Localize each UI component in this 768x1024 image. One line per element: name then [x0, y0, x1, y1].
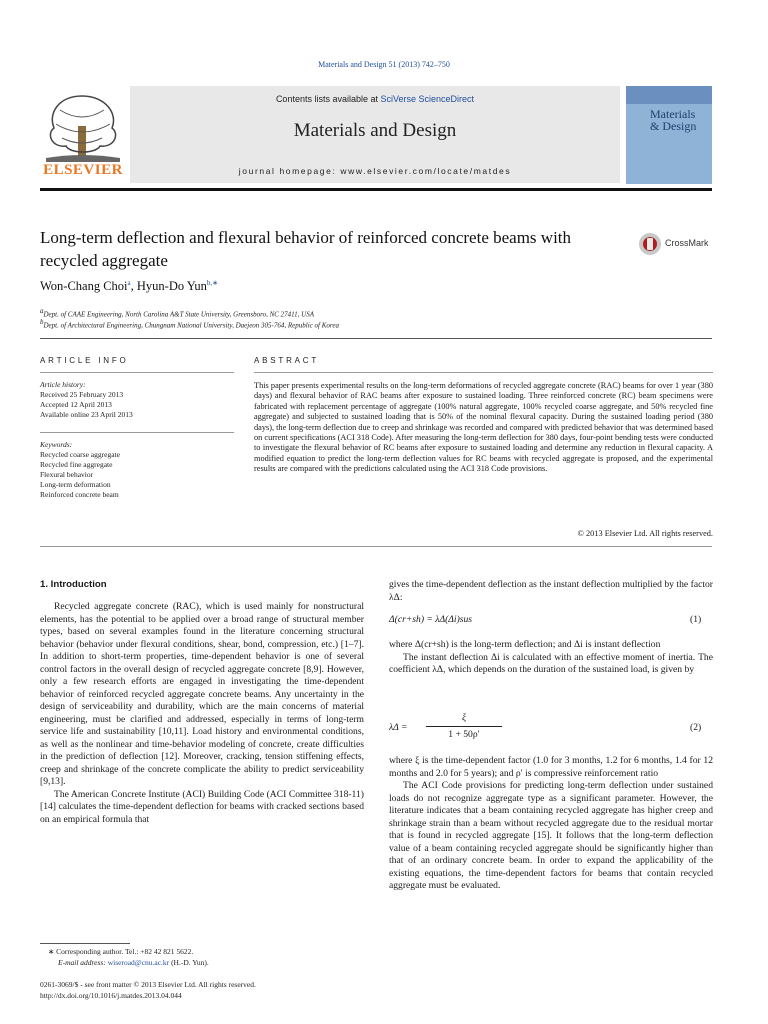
journal-title: Materials and Design: [293, 120, 457, 141]
journal-reference[interactable]: Materials and Design 51 (2013) 742–750: [318, 60, 450, 69]
right-text-block: [389, 639, 713, 677]
article-info-heading: ARTICLE INFO: [40, 356, 129, 365]
keyword-item: Reinforced concrete beam: [40, 490, 119, 499]
journal-homepage-link[interactable]: journal homepage: www.elsevier.com/locate/matdes: [238, 166, 512, 176]
affiliation-text: Dept. of CAAE Engineering, North Carolina A&T State University, Greensboro, NC 27411, USA: [43, 310, 314, 319]
history-accepted: Accepted 12 April 2013: [40, 400, 112, 409]
sciencedirect-link[interactable]: SciVerse ScienceDirect: [380, 94, 475, 104]
cover-band: [626, 86, 712, 104]
equation-2-lhs: λΔ =: [389, 722, 408, 733]
affiliation-b: [40, 318, 339, 329]
history-label: Article history:: [40, 380, 86, 389]
keywords-label: Keywords:: [40, 440, 73, 449]
keyword-item: Long-term deformation: [40, 480, 111, 489]
crossmark-label: CrossMark: [665, 238, 709, 248]
paragraph: The ACI Code provisions for predicting long-term deflection under sustained loads do not recognize aggregate type as a significant parameter. However, the literature indicates that a beam containing recycled aggregate has higher creep and shrinkage strain than a beam without recycled aggregate due to the residual mortar that is found in recycled aggregate [15]. It follows that the long-term deflection value of a beam containing recycled aggregate should be significantly higher than that of an ordinary concrete beam. In order to expand the applicability of the existing equations, the time-dependent factors for beams that contain recycled aggregate must be evaluated.: [389, 780, 713, 891]
affiliation-text: Dept. of Architectural Engineering, Chungnam National University, Daejeon 305-764, Republic of Korea: [43, 321, 339, 330]
author-name: Won-Chang Choi: [40, 279, 128, 294]
paragraph: The instant deflection Δi is calculated with an effective moment of inertia. The coefficient λΔ, which depends on the duration of the sustained load, is given by: [389, 651, 713, 675]
author-affiliation-mark[interactable]: b,∗: [206, 279, 219, 287]
paragraph: The American Concrete Institute (ACI) Building Code (ACI Committee 318-11) [14] calculates the time-dependent deflection for beams with cracked sections based on an empirical formula that: [40, 788, 364, 825]
corresponding-author-note: ∗ Corresponding author. Tel.: +82 42 821 5622.: [48, 947, 194, 956]
elsevier-logo: [40, 88, 126, 180]
header-rule: [40, 188, 712, 191]
affiliation-mark: a: [40, 307, 44, 315]
abstract-rule: [254, 372, 713, 373]
abstract-text: This paper presents experimental results on the long-term deformations of recycled aggregate concrete (RAC) beams for over 1 year (380 days) and flexural behavior of RAC beams after exposure to sustained loading. Three reinforced concrete (RC) beam specimens were fabricated with replacement percentage of aggregate (100% natural aggregate, 100% recycled coarse aggregate, and 50% recycled fine aggregate) and subjected to sustained loading that is 50% of the nominal flexural capacity. During the sustained loading period (380 days), the long-term deflection due to creep and shrinkage was recorded and compared with predicted behavior that was determined based on current specifications (ACI 318 Code). After measuring the long-term deflection for 380 days, four-point bending tests were conducted to investigate the flexural behavior of RC beams after exposure to sustained loading and determine any reduction in flexural capacity. A modified equation to predict the long-term deflection values for RC beams with recycled aggregate is proposed, and the experimental results are compared with the predictions calculated using the ACI 318 Code provisions.: [254, 381, 713, 474]
issn-line: 0261-3069/$ - see front matter © 2013 Elsevier Ltd. All rights reserved.: [40, 980, 256, 989]
equation-2-denominator: 1 + 50ρ′: [448, 729, 480, 740]
section-heading-introduction: 1. Introduction: [40, 579, 107, 590]
elsevier-wordmark: ELSEVIER: [43, 162, 123, 178]
history-online: Available online 23 April 2013: [40, 410, 133, 419]
fraction-bar: [426, 726, 502, 727]
email-line: [58, 958, 209, 968]
email-link[interactable]: wiseroad@cnu.ac.kr: [107, 958, 170, 967]
intro-column-right: [389, 579, 713, 604]
cover-title: Materials & Design: [650, 107, 697, 133]
article-info-rule: [40, 372, 234, 373]
keywords-list: [40, 440, 234, 500]
paragraph: Recycled aggregate concrete (RAC), which is used mainly for nonstructural elements, has the potential to be applied over a broad range of structural member types, based on several examples found in the literature concerning structural behavior (behavior under flexural conditions, shear, bond, compression, etc.) [1–7]. In addition to short-term properties, time-dependent behavior is one of several control factors in the overall design of recycled aggregate concrete [8,9]. However, only a few research efforts are engaged in investigating the time-dependent behavior of reinforced recycled aggregate concrete beams. Any uncertainty in the design of serviceability and durability, which are the main concerns of material engineering, must be clarified and addressed, especially in terms of long-term service life and sustainability [10,11]. Load history and environmental conditions, as well as the nonlinear and time-behavior modeling of concrete, create difficulties in the prediction of deflection [12]. Moreover, cracking, tension stiffening effects, creep and shrinkage of the concrete complicate the ability to predict serviceability [9,13].: [40, 601, 364, 787]
authors-line: [40, 279, 218, 294]
doi-link[interactable]: http://dx.doi.org/10.1016/j.matdes.2013.04.044: [40, 991, 182, 1000]
equation-2-numerator: ξ: [461, 712, 467, 723]
author-affiliation-mark[interactable]: a: [127, 279, 131, 287]
journal-cover-image[interactable]: [626, 86, 712, 184]
intro-column-left: [40, 601, 364, 826]
copyright-notice: © 2013 Elsevier Ltd. All rights reserved.: [577, 529, 713, 538]
abstract-bottom-rule: [40, 546, 712, 547]
paragraph: gives the time-dependent deflection as the instant deflection multiplied by the factor λΔ:: [389, 579, 713, 603]
paragraph: where Δ(cr+sh) is the long-term deflection; and Δi is instant deflection: [389, 639, 661, 650]
equation-1-number: (1): [690, 614, 702, 625]
section-rule: [40, 338, 712, 339]
equation-2-number: (2): [690, 722, 702, 733]
article-history: [40, 380, 234, 420]
author-separator: ,: [130, 279, 137, 294]
crossmark-button[interactable]: [638, 232, 718, 256]
keyword-item: Recycled fine aggregate: [40, 460, 113, 469]
keyword-item: Recycled coarse aggregate: [40, 450, 120, 459]
email-label: E-mail address:: [58, 958, 108, 967]
keyword-item: Flexural behavior: [40, 470, 94, 479]
contents-prefix: Contents lists available at: [275, 94, 381, 104]
keywords-rule: [40, 432, 234, 433]
author-name: Hyun-Do Yun: [136, 279, 207, 294]
contents-availability-line: [130, 94, 620, 104]
paragraph: where ξ is the time-dependent factor (1.0 for 3 months, 1.2 for 6 months, 1.4 for 12 months and 2.0 for 5 years); and ρ′ is compressive reinforcement ratio: [389, 755, 713, 779]
right-text-block: [389, 755, 713, 893]
abstract-heading: ABSTRACT: [254, 356, 320, 365]
history-received: Received 25 February 2013: [40, 390, 124, 399]
crossmark-icon: [638, 232, 662, 256]
email-suffix: (H.-D. Yun).: [169, 958, 209, 967]
article-title: Long-term deflection and flexural behavior of reinforced concrete beams with recycled aggregate: [40, 228, 572, 270]
affiliation-a: [40, 307, 314, 318]
footnote-rule: [40, 943, 130, 944]
affiliation-mark: b: [40, 318, 44, 326]
equation-1: Δ(cr+sh) = λΔ(Δi)sus: [389, 614, 473, 625]
